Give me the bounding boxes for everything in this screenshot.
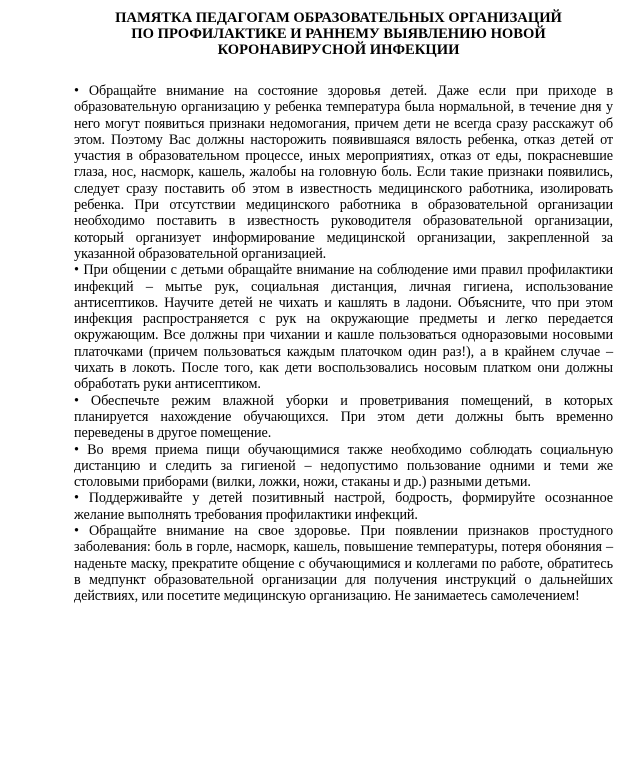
paragraph-health-monitoring: • Обращайте внимание на состояние здоровья детей. Даже если при приходе в образовательную организацию у ребенка температура была нормальной, в течение дня у него могут появиться признаки недомогания, причем дети не всегда сразу расскажут об этом. Поэтому Вас должны насторожить появившаяся вялость ребенка, отказ детей от участия в образовательном процессе, иных мероприятиях, отказ от еды, покрасневшие глаза, нос, насморк, кашель, жалобы на головную боль. Если такие признаки появились, следует сразу поставить об этом в известность медицинского работника, изолировать ребенка. При отсутствии медицинского работника в образовательной организации необходимо поставить в известность руководителя образовательной организации, который организует информирование медицинской организации, закрепленной за указанной образовательной организацией. [74,83,613,262]
paragraph-meal-hygiene: • Во время приема пищи обучающимися также необходимо соблюдать социальную дистанцию и следить за гигиеной – недопустимо пользование одними и теми же столовыми приборами (вилки, ложки, ножи, стаканы и др.) разными детьми. [74,441,613,491]
title-line: КОРОНАВИРУСНОЙ ИНФЕКЦИИ [217,42,460,58]
paragraph-cleaning-ventilation: • Обеспечьте режим влажной уборки и проветривания помещений, в которых планируется нахождение обучающихся. При этом дети должны быть временно переведены в другое помещение. [74,392,613,442]
paragraph-own-health: • Обращайте внимание на свое здоровье. При появлении признаков простудного заболевания: боль в горле, насморк, кашель, повышение температуры, потеря обоняния – наденьте маску, прекратите общение с обучающимися и коллегами по работе, обратитесь в медпункт образовательной организации для получения инструкций о дальнейших действиях, или посетите медицинскую организацию. Не занимаетесь самолечением! [74,523,613,605]
title-line: ПО ПРОФИЛАКТИКЕ И РАННЕМУ ВЫЯВЛЕНИЮ НОВОЙ [131,26,546,42]
paragraph-positive-attitude: • Поддерживайте у детей позитивный настрой, бодрость, формируйте осознанное желание выполнять требования профилактики инфекций. [74,490,613,523]
paragraph-hygiene-rules: • При общении с детьми обращайте внимание на соблюдение ими правил профилактики инфекций – мытье рук, социальная дистанция, личная гигиена, использование антисептиков. Научите детей не чихать и кашлять в ладони. Объясните, что при этом инфекция распространяется с рук на окружающие предметы и легко передается окружающим. Все должны при чихании и кашле пользоваться одноразовыми носовыми платочками (причем пользоваться каждым платочком один раз!), а в крайнем случае – чихать в локоть. После того, как дети воспользовались носовым платком они должны обработать руки антисептиком. [74,262,613,393]
document-title [74,10,613,58]
title-line: ПАМЯТКА ПЕДАГОГАМ ОБРАЗОВАТЕЛЬНЫХ ОРГАНИЗАЦИЙ [115,10,562,26]
document-body [74,83,613,605]
